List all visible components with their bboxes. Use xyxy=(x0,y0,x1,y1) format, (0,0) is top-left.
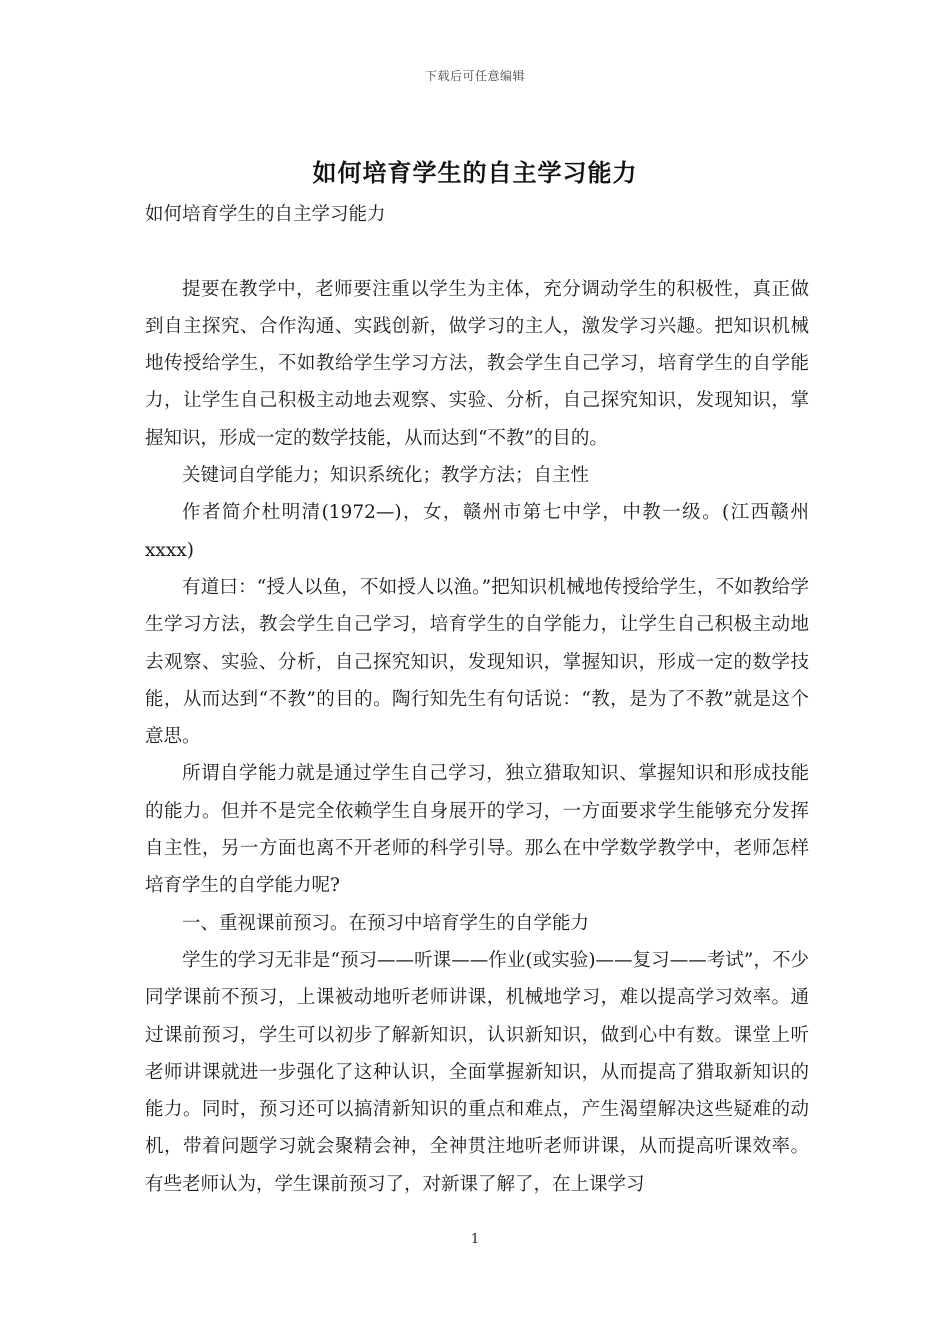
keywords-paragraph: 关键词自学能力；知识系统化；教学方法；自主性 xyxy=(182,465,590,487)
document-subtitle: 如何培育学生的自主学习能力 xyxy=(145,204,386,225)
blank-line xyxy=(145,233,809,270)
body-paragraph-intro: 有道曰：“授人以鱼，不如授人以渔。”把知识机械地传授给学生，不如教给学生学习方法，教会学生自己学习，培育学生的自学能力，让学生自己积极主动地去观察、实验、分析，自己探究知识，发现知识，掌握知识，形成一定的数学技能，从而达到“不教”的目的。陶行知先生有句话说：“教，是为了不教”就是这个意思。 xyxy=(145,576,809,748)
body-paragraph-preview: 学生的学习无非是“预习——听课——作业(或实验)——复习——考试”，不少同学课前不预习，上课被动地听老师讲课，机械地学习，难以提高学习效率。通过课前预习，学生可以初步了解新知识，认识新知识，做到心中有数。课堂上听老师讲课就进一步强化了这种认识，全面掌握新知识，从而提高了猎取新知识的能力。同时，预习还可以搞清新知识的重点和难点，产生渴望解决这些疑难的动机，带着问题学习就会聚精会神，全神贯注地听老师讲课，从而提高听课效率。有些老师认为，学生课前预习了，对新课了解了，在上课学习 xyxy=(145,949,809,1195)
document-body xyxy=(145,196,809,1203)
abstract-paragraph: 提要在教学中，老师要注重以学生为主体，充分调动学生的积极性，真正做到自主探究、合作沟通、实践创新，做学习的主人，激发学习兴趣。把知识机械地传授给学生，不如教给学生学习方法，教会学生自己学习，培育学生的自学能力，让学生自己积极主动地去观察、实验、分析，自己探究知识，发现知识，掌握知识，形成一定的数学技能，从而达到“不教”的目的。 xyxy=(145,278,809,449)
document-title: 如何培育学生的自主学习能力 xyxy=(312,158,638,187)
body-paragraph-definition: 所谓自学能力就是通过学生自己学习，独立猎取知识、掌握知识和形成技能的能力。但并不是完全依赖学生自身展开的学习，一方面要求学生能够充分发挥自主性，另一方面也离不开老师的科学引导。那么在中学数学教学中，老师怎样培育学生的自学能力呢? xyxy=(145,763,809,897)
page-number: 1 xyxy=(470,1232,480,1247)
author-paragraph: 作者简介杜明清(1972—)，女，赣州市第七中学，中教一级。(江西赣州xxxx) xyxy=(145,502,809,561)
section-heading-1: 一、重视课前预习。在预习中培育学生的自学能力 xyxy=(182,912,590,934)
page-header-note: 下载后可任意编辑 xyxy=(424,69,525,83)
